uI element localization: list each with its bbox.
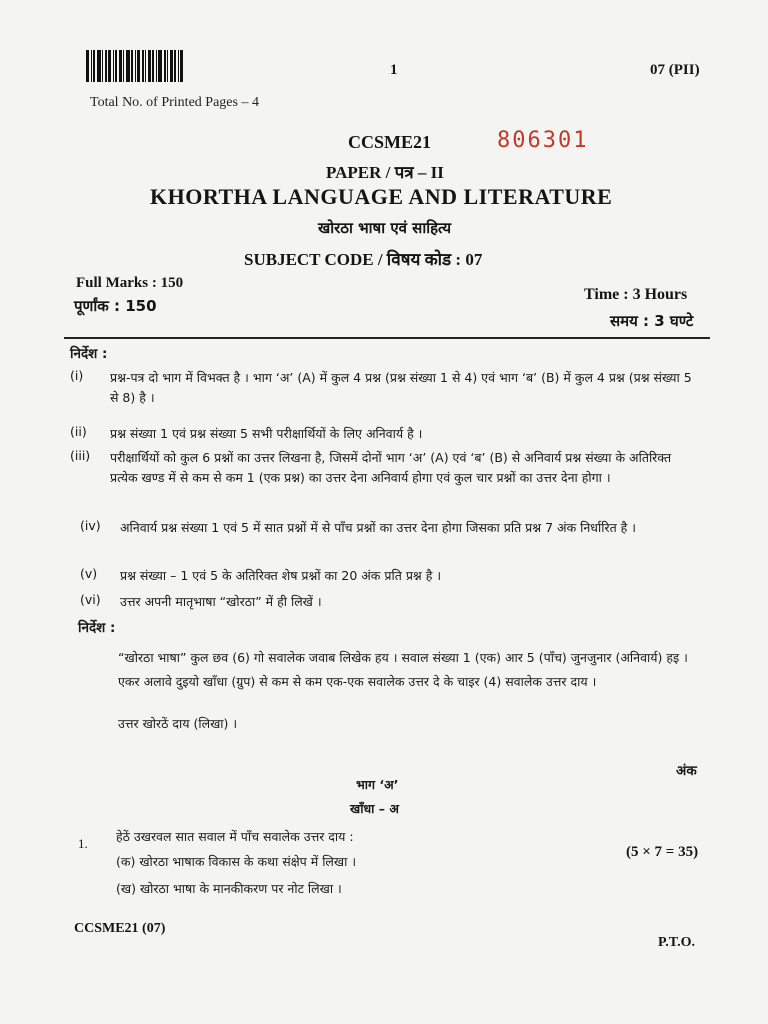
instruction-number: (i) bbox=[70, 368, 84, 383]
question-marks: (5 × 7 = 35) bbox=[626, 844, 699, 860]
khortha-instructions-text: “खोरठा भाषा” कुल छव (6) गो सवालेक जवाब लिखेक हय । सवाल संख्या 1 (एक) आर 5 (पाँच) जुनजुनार (अनिवार्य) हइ । एकर अलावे दुइयो खाँधा (ग्रुप) से कम से कम एक-एक सवालेक उत्तर दे के चाइर (4) सवालेक उत्तर दाय । bbox=[118, 650, 688, 689]
barcode bbox=[86, 50, 204, 82]
instructions-heading: निर्देश : bbox=[70, 346, 108, 362]
instruction-text: अनिवार्य प्रश्न संख्या 1 एवं 5 में सात प्रश्नों में से पाँच प्रश्नों का उत्तर देना होगा जिसका प्रति प्रश्न 7 अंक निर्धारित है । bbox=[120, 520, 637, 535]
instruction-item bbox=[70, 368, 700, 410]
sub-question-a: (क) खोरठा भाषाक विकास के कथा संक्षेप में लिखा । bbox=[116, 854, 357, 869]
instruction-number: (vi) bbox=[80, 592, 101, 607]
question-text: हेठें उखरवल सात सवाल में पाँच सवालेक उत्तर दाय : bbox=[116, 829, 354, 844]
poornank: पूर्णांक : 150 bbox=[74, 297, 157, 315]
subject-code: SUBJECT CODE / विषय कोड : 07 bbox=[244, 250, 483, 269]
instruction-item bbox=[70, 448, 700, 508]
printed-pages: Total No. of Printed Pages – 4 bbox=[90, 95, 259, 110]
instruction-number: (v) bbox=[80, 566, 98, 581]
question-number: 1. bbox=[78, 836, 88, 851]
instruction-text: परीक्षार्थियों को कुल 6 प्रश्नों का उत्तर लिखना है, जिसमें दोनों भाग ‘अ’ (A) एवं ‘ब’ (B) से अनिवार्य प्रश्न संख्या के अतिरिक्त प्रत्येक खण्ड में से कम से कम 1 (एक प्रश्न) का उत्तर देना अनिवार्य होगा एवं कुल चार प्रश्नों का उत्तर देना होगा । bbox=[110, 450, 672, 485]
instruction-number: (ii) bbox=[70, 424, 87, 439]
samay: समय : 3 घण्टे bbox=[610, 312, 694, 330]
group-heading: खाँधा – अ bbox=[350, 801, 399, 816]
pto: P.T.O. bbox=[658, 935, 695, 950]
paper-code-top: 07 (PII) bbox=[650, 62, 700, 78]
paper-title: PAPER / पत्र – II bbox=[326, 163, 444, 182]
instruction-item bbox=[80, 566, 710, 586]
subject-title-hi: खोरठा भाषा एवं साहित्य bbox=[318, 219, 452, 237]
instruction-item bbox=[80, 592, 710, 612]
khortha-instructions-heading: निर्देश : bbox=[78, 620, 116, 636]
khortha-instructions-answer: उत्तर खोरठें दाय (लिखा) । bbox=[118, 716, 238, 731]
page-number: 1 bbox=[390, 62, 398, 78]
footer-code: CCSME21 (07) bbox=[74, 921, 166, 936]
sub-question-b: (ख) खोरठा भाषा के मानकीकरण पर नोट लिखा । bbox=[116, 881, 342, 896]
section-heading: भाग ‘अ’ bbox=[356, 777, 399, 792]
time-allowed: Time : 3 Hours bbox=[584, 286, 688, 303]
instruction-item bbox=[70, 424, 700, 444]
instruction-number: (iv) bbox=[80, 518, 101, 533]
instruction-text: प्रश्न-पत्र दो भाग में विभक्त है । भाग ‘अ’ (A) में कुल 4 प्रश्न (प्रश्न संख्या 1 से 4) एवं भाग ‘ब’ (B) में कुल 4 प्रश्न (प्रश्न संख्या 5 से 8) है । bbox=[110, 370, 692, 405]
marks-column-heading: अंक bbox=[676, 763, 697, 779]
instruction-number: (iii) bbox=[70, 448, 91, 463]
instruction-text: उत्तर अपनी मातृभाषा “खोरठा” में ही लिखें । bbox=[120, 594, 322, 609]
instruction-text: प्रश्न संख्या – 1 एवं 5 के अतिरिक्त शेष प्रश्नों का 20 अंक प्रति प्रश्न है । bbox=[120, 568, 442, 583]
serial-number: 806301 bbox=[497, 128, 589, 153]
exam-code: CCSME21 bbox=[348, 132, 432, 152]
instruction-item bbox=[80, 518, 710, 558]
header-divider bbox=[64, 337, 710, 339]
subject-title-en: KHORTHA LANGUAGE AND LITERATURE bbox=[150, 184, 613, 209]
full-marks: Full Marks : 150 bbox=[76, 275, 184, 291]
instruction-text: प्रश्न संख्या 1 एवं प्रश्न संख्या 5 सभी परीक्षार्थियों के लिए अनिवार्य है । bbox=[110, 426, 423, 441]
